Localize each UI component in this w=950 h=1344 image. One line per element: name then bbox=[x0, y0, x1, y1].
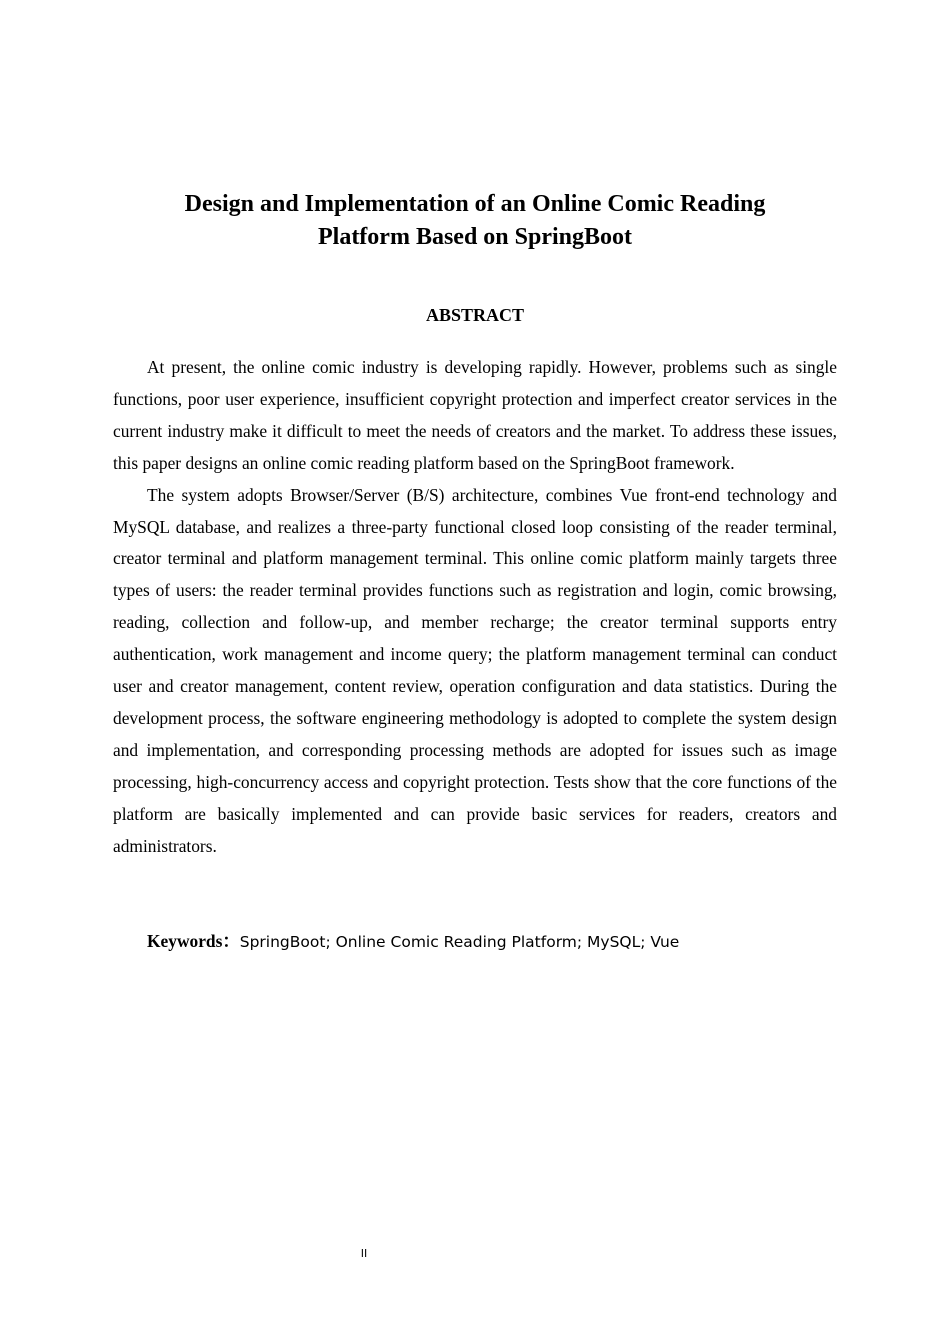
keywords-values: SpringBoot; Online Comic Reading Platform; MySQL; Vue bbox=[239, 933, 680, 951]
keywords-line bbox=[147, 928, 837, 955]
paper-title bbox=[113, 188, 837, 254]
abstract-body bbox=[113, 352, 837, 863]
paper-title-line-1: Design and Implementation of an Online Comic Reading bbox=[184, 191, 766, 217]
abstract-paragraph-2: The system adopts Browser/Server (B/S) architecture, combines Vue front-end technology and MySQL database, and realizes a three-party functional closed loop consisting of the reader terminal, creator terminal and platform management terminal. This online comic platform mainly targets three types of users: the reader terminal provides functions such as registration and login, comic browsing, reading, collection and follow-up, and member recharge; the creator terminal supports entry authentication, work management and income query; the platform management terminal can conduct user and creator management, content review, operation configuration and data statistics. During the development process, the software engineering methodology is adopted to complete the system design and implementation, and corresponding processing methods are adopted for issues such as image processing, high-concurrency access and copyright protection. Tests show that the core functions of the platform are basically implemented and can provide basic services for readers, creators and administrators. bbox=[113, 484, 837, 856]
abstract-heading: ABSTRACT bbox=[425, 305, 525, 325]
paper-title-line-2: Platform Based on SpringBoot bbox=[317, 224, 632, 250]
page-number: II bbox=[360, 1247, 368, 1260]
keywords-label: Keywords： bbox=[147, 931, 240, 951]
abstract-paragraph-1: At present, the online comic industry is developing rapidly. However, problems such as single functions, poor user experience, insufficient copyright protection and imperfect creator services in the current industry make it difficult to meet the needs of creators and the market. To address these issues, this paper designs an online comic reading platform based on the SpringBoot framework. bbox=[113, 357, 837, 473]
